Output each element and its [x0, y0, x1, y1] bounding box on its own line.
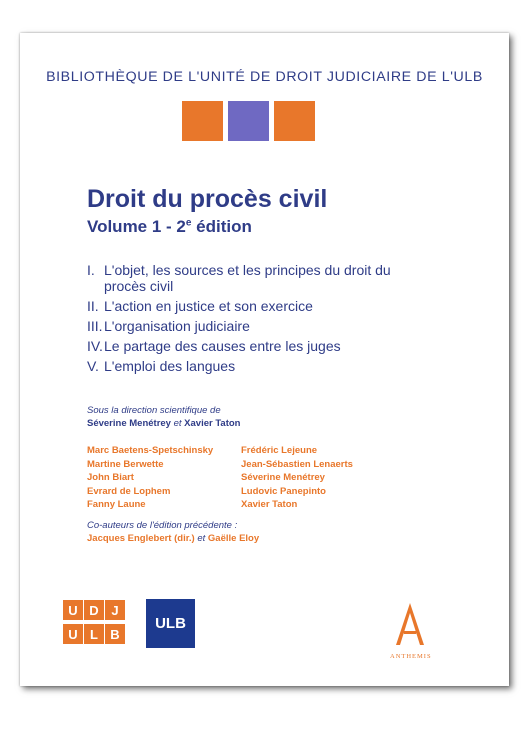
- coauthors: [87, 533, 259, 544]
- toc-text: L'emploi des langues: [104, 358, 236, 374]
- toc-text: L'organisation judiciaire: [104, 318, 250, 334]
- logo-letter: U: [63, 624, 83, 644]
- authors-left-column: [87, 444, 213, 512]
- coauthor-name: Gaëlle Eloy: [207, 533, 260, 544]
- logo-letter: D: [84, 600, 104, 620]
- coauthor-name: Jacques Englebert (dir.): [87, 533, 195, 544]
- directors: [87, 418, 241, 429]
- book-title: Droit du procès civil: [87, 185, 328, 213]
- book-subtitle: [87, 217, 252, 237]
- udj-ulb-logo: [63, 600, 125, 644]
- toc-number: II.: [87, 298, 99, 314]
- director-name: Séverine Menétrey: [87, 418, 171, 429]
- author-name: Martine Berwette: [87, 458, 164, 470]
- toc-text: L'objet, les sources et les principes du droit du procès civil: [104, 262, 391, 294]
- author-name: Fanny Laune: [87, 499, 146, 510]
- toc-number: III.: [87, 318, 103, 334]
- anthemis-a-icon: [390, 601, 430, 647]
- director-name: Xavier Taton: [184, 418, 241, 429]
- color-squares: [182, 101, 315, 141]
- logo-letter: U: [63, 600, 83, 620]
- logo-letter: L: [84, 624, 104, 644]
- logo-letter: J: [105, 600, 125, 620]
- subtitle-sup: e: [185, 217, 192, 229]
- logo-separator: [105, 621, 125, 623]
- toc-item: [87, 338, 417, 354]
- toc-text: L'action en justice et son exercice: [104, 298, 313, 314]
- toc-number: V.: [87, 358, 99, 374]
- toc-number: I.: [87, 262, 95, 278]
- logo-letter: B: [105, 624, 125, 644]
- author-name: Frédéric Lejeune: [241, 445, 318, 456]
- purple-square: [228, 101, 269, 141]
- toc-item: [87, 358, 417, 374]
- book-cover: [20, 33, 509, 686]
- author-name: Evrard de Lophem: [87, 485, 171, 497]
- author-name: Marc Baetens-Spetschinsky: [87, 445, 214, 456]
- author-name: Jean-Sébastien Lenaerts: [241, 458, 353, 470]
- coauthors-label: Co-auteurs de l'édition précédente :: [87, 520, 238, 531]
- logo-separator: [63, 621, 83, 623]
- author-name: Séverine Menétrey: [241, 472, 325, 483]
- toc-item: [87, 318, 417, 334]
- subtitle-edition: édition: [191, 217, 252, 236]
- series-title: BIBLIOTHÈQUE DE L'UNITÉ DE DROIT JUDICIAIRE DE L'ULB: [46, 69, 483, 85]
- ulb-logo: ULB: [146, 599, 195, 648]
- anthemis-logo: [390, 601, 430, 660]
- toc-item: [87, 262, 417, 294]
- logo-separator: [84, 621, 104, 623]
- subtitle-volume: Volume 1 - 2: [87, 217, 186, 236]
- author-name: Ludovic Panepinto: [241, 485, 326, 497]
- author-name: Xavier Taton: [241, 499, 298, 510]
- anthemis-label: ANTHEMIS: [390, 653, 432, 660]
- coauthors-and: et: [194, 533, 208, 544]
- toc-number: IV.: [87, 338, 103, 354]
- directors-and: et: [170, 418, 185, 429]
- authors-right-column: [241, 444, 353, 512]
- orange-square: [274, 101, 315, 141]
- toc-text: Le partage des causes entre les juges: [104, 338, 341, 354]
- toc-item: [87, 298, 417, 314]
- author-name: John Biart: [87, 472, 134, 483]
- table-of-contents: [87, 262, 417, 378]
- orange-square: [182, 101, 223, 141]
- direction-label: Sous la direction scientifique de: [87, 405, 221, 416]
